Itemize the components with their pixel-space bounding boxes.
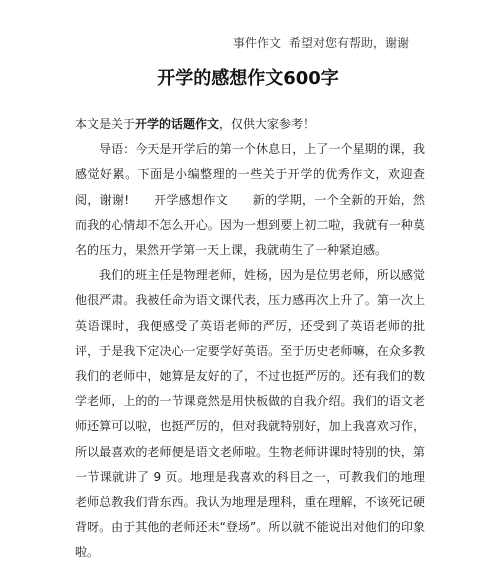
document-title: 开学的感想作文600字 bbox=[157, 68, 339, 89]
paragraph-teachers: 我们的班主任是物理老师，姓杨，因为是位男老师，所以感觉他很严肃。我被任命为语文课代表，压力感再次上升了。第一次上英语课时，我便感受了英语老师的严厉，还受到了英语老师的批评，于是我下定决心一定要学好英语。至于历史老师嘛，在众多教我们的老师中，她算是友好的了，不过也挺严厉的。还有我们的数学老师，上的的一节课竟然是用快板做的自我介绍。我们的语文老师还算可以啦，也挺严厉的，但对我就特别好，加上我喜欢习作，所以最喜欢的老师便是语文老师啦。生物老师讲课时特别的快，第一节课就讲了 9 页。地理是我喜欢的科目之一，可教我们的地理老师总教我们背东西。我认为地理是理科，重在理解，不该死记硬背呀。由于其他的老师还未“登场”。所以就不能说出对他们的印象啦。 bbox=[75, 268, 425, 560]
header-category: 事件作文 bbox=[233, 36, 282, 50]
paragraph-lead: 导语：今天是开学后的第一个休息日，上了一个星期的课，我感觉好累。下面是小编整理的一些关于开学的优秀作文，欢迎查阅，谢谢! 开学感想作文 新的学期，一个全新的开始，然而我的心情却不怎么开心。因为一想到要上初二啦，我就有一种莫名的压力，果然开学第一天上课，我就萌生了一种紧迫感。 bbox=[75, 142, 425, 258]
intro-suffix: ，仅供大家参考！ bbox=[219, 117, 316, 131]
intro-line bbox=[75, 112, 425, 137]
header-note bbox=[233, 36, 409, 50]
intro-topic: 开学的 bbox=[135, 117, 172, 131]
header-message: 希望对您有帮助，谢谢 bbox=[289, 36, 410, 50]
intro-prefix: 本文是关于 bbox=[75, 117, 136, 131]
intro-highlight: 话题作文 bbox=[171, 117, 220, 131]
article-body bbox=[75, 112, 425, 566]
